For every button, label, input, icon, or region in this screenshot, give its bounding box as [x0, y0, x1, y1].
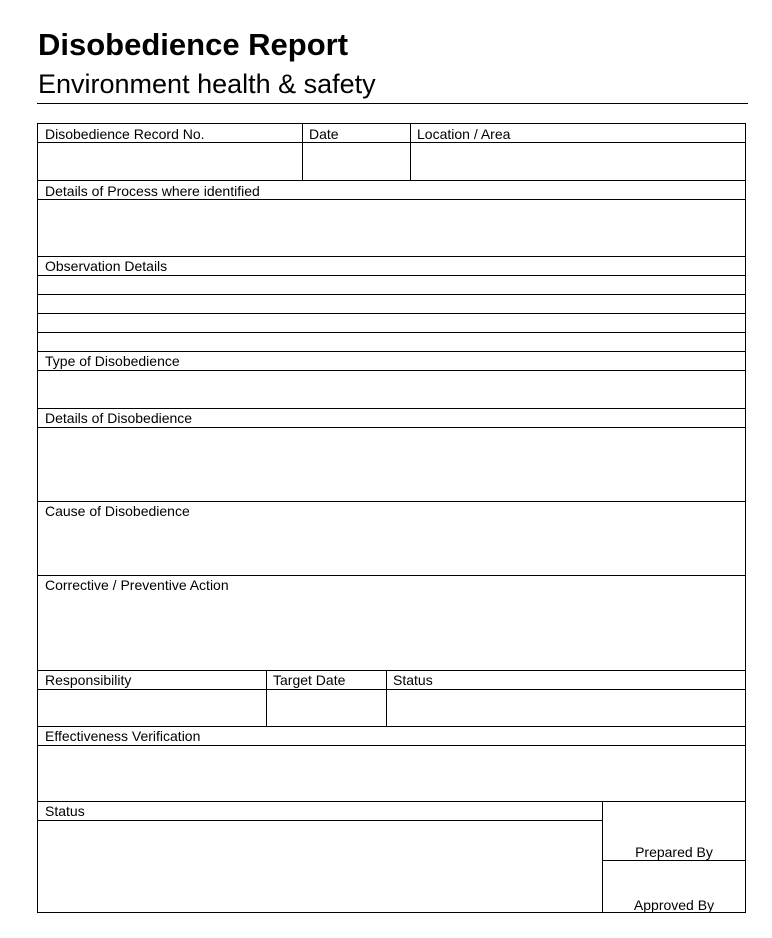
disobedience-report-form [37, 123, 746, 913]
target-date-label: Target Date [273, 672, 346, 688]
effectiveness-label: Effectiveness Verification [45, 728, 201, 744]
details-field[interactable] [38, 428, 745, 501]
final-status-label: Status [45, 803, 85, 819]
page-subtitle: Environment health & safety [38, 69, 376, 99]
prepared-by-label: Prepared By [635, 844, 713, 860]
type-field[interactable] [38, 371, 745, 408]
date-label: Date [309, 126, 339, 142]
cause-label: Cause of Disobedience [45, 503, 190, 519]
row-divider [38, 351, 745, 352]
row-divider [38, 575, 745, 576]
process-details-field[interactable] [38, 200, 745, 256]
observation-line-1[interactable] [38, 276, 745, 294]
corrective-action-field[interactable] [38, 594, 745, 670]
type-label: Type of Disobedience [45, 353, 180, 369]
location-field[interactable] [411, 143, 745, 180]
corrective-action-label: Corrective / Preventive Action [45, 577, 229, 593]
header-divider [37, 103, 748, 104]
page-title: Disobedience Report [38, 27, 349, 62]
row-divider [38, 670, 745, 671]
approved-by-field[interactable] [603, 861, 745, 895]
date-field[interactable] [303, 143, 410, 180]
observation-line-3[interactable] [38, 314, 745, 332]
responsibility-field[interactable] [38, 690, 266, 726]
observation-line-4[interactable] [38, 333, 745, 351]
row-divider [38, 501, 745, 502]
row-divider [38, 256, 745, 257]
process-details-label: Details of Process where identified [45, 183, 260, 199]
location-label: Location / Area [417, 126, 511, 142]
target-date-field[interactable] [267, 690, 386, 726]
row-divider [38, 180, 745, 181]
row-divider [38, 726, 745, 727]
approved-by-label: Approved By [633, 897, 715, 913]
responsibility-label: Responsibility [45, 672, 132, 688]
observation-line-2[interactable] [38, 295, 745, 313]
status-label: Status [393, 672, 433, 688]
effectiveness-field[interactable] [38, 746, 745, 801]
row-divider [38, 408, 745, 409]
details-label: Details of Disobedience [45, 410, 193, 426]
status-field[interactable] [387, 690, 745, 726]
observation-details-label: Observation Details [45, 258, 168, 274]
record-no-label: Disobedience Record No. [45, 126, 205, 142]
cause-field[interactable] [38, 520, 745, 575]
prepared-by-field[interactable] [603, 802, 745, 842]
record-no-field[interactable] [38, 143, 302, 180]
final-status-field[interactable] [38, 821, 602, 912]
